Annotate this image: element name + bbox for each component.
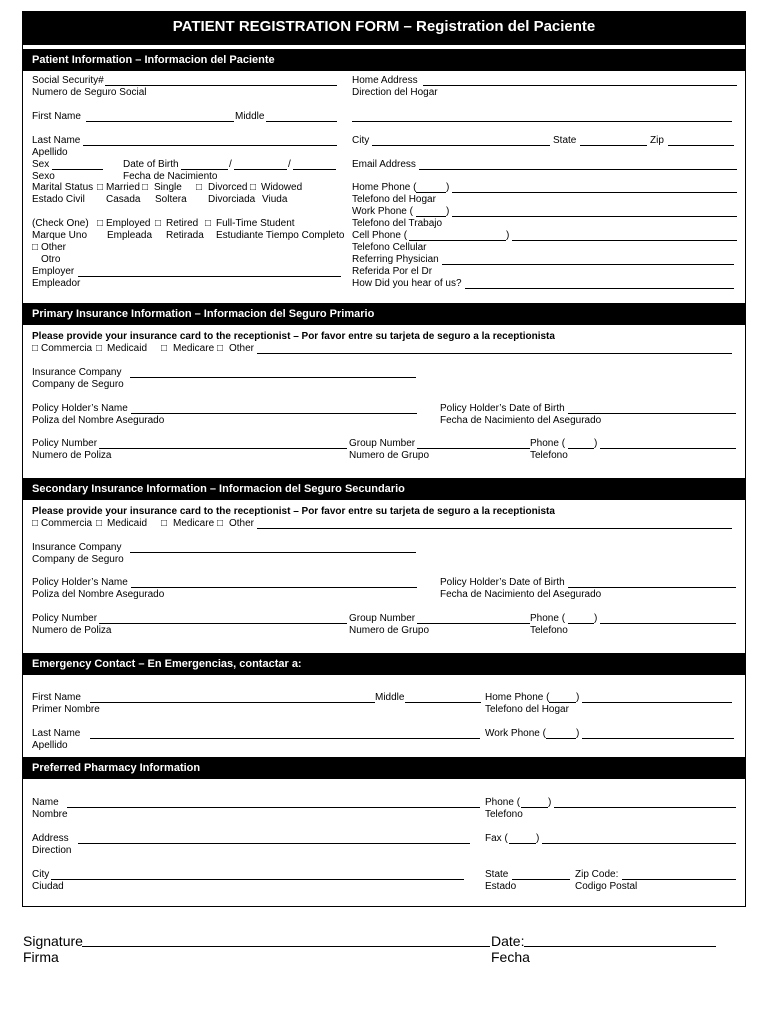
- secondary-medicaid-checkbox[interactable]: □: [96, 518, 103, 529]
- secondary-other-checkbox[interactable]: □: [217, 518, 224, 529]
- last-name-label: Last Name: [32, 135, 81, 146]
- retired-checkbox[interactable]: □: [155, 218, 162, 229]
- referring-physician-label: Referring Physician: [352, 254, 439, 265]
- single-label-es: Soltera: [155, 194, 187, 205]
- email-field[interactable]: [419, 169, 737, 170]
- emergency-first-name-field[interactable]: [90, 702, 375, 703]
- pharmacy-zip-label-es: Codigo Postal: [575, 881, 638, 892]
- pharmacy-city-label-es: Ciudad: [32, 881, 64, 892]
- first-name-field[interactable]: [86, 121, 234, 122]
- primary-medicare-label: Medicare: [173, 343, 215, 354]
- city-label: City: [352, 135, 370, 146]
- other-label-es: Otro: [41, 254, 61, 265]
- primary-commercial-label: Commercia: [41, 343, 93, 354]
- marital-status-label-es: Estado Civil: [32, 194, 85, 205]
- secondary-group-number-field[interactable]: [417, 623, 530, 624]
- date-label-es: Fecha: [491, 949, 530, 965]
- divorced-checkbox[interactable]: □: [196, 182, 203, 193]
- retired-label: Retired: [166, 218, 199, 229]
- primary-other-label: Other: [229, 343, 255, 354]
- dob-year-field[interactable]: [293, 169, 336, 170]
- dob-label: Date of Birth: [123, 159, 179, 170]
- pharmacy-state-label-es: Estado: [485, 881, 517, 892]
- student-label: Full-Time Student: [216, 218, 295, 229]
- secondary-holder-dob-label-es: Fecha de Nacimiento del Asegurado: [440, 589, 602, 600]
- emergency-home-phone-label: Home Phone (: [485, 692, 550, 703]
- pharmacy-section-header: Preferred Pharmacy Information: [23, 757, 745, 779]
- pharmacy-zip-label: Zip Code:: [575, 869, 619, 880]
- ssn-label: Social Security#: [32, 75, 104, 86]
- primary-insurance-header: Primary Insurance Information – Informacion del Seguro Primario: [23, 303, 745, 325]
- secondary-holder-dob-field[interactable]: [568, 587, 736, 588]
- pharmacy-fax-field[interactable]: [542, 843, 736, 844]
- single-checkbox[interactable]: □: [142, 182, 149, 193]
- emergency-work-phone-label: Work Phone (: [485, 728, 546, 739]
- emergency-home-phone-area-field[interactable]: [549, 702, 576, 703]
- secondary-medicaid-label: Medicaid: [107, 518, 148, 529]
- dob-month-field[interactable]: [181, 169, 228, 170]
- primary-policy-number-label-es: Numero de Poliza: [32, 450, 112, 461]
- form-title: PATIENT REGISTRATION FORM – Registration del Paciente: [23, 12, 745, 45]
- sex-label-es: Sexo: [32, 171, 55, 182]
- zip-field[interactable]: [668, 145, 734, 146]
- secondary-insurance-header: Secondary Insurance Information – Informacion del Seguro Secundario: [23, 478, 745, 500]
- primary-medicaid-label: Medicaid: [107, 343, 148, 354]
- middle-name-field[interactable]: [266, 121, 337, 122]
- primary-phone-label-es: Telefono: [530, 450, 568, 461]
- work-phone-paren: ): [446, 206, 450, 217]
- emergency-home-phone-label-es: Telefono del Hogar: [485, 704, 569, 715]
- employer-label: Employer: [32, 266, 75, 277]
- home-address-label-es: Direction del Hogar: [352, 87, 438, 98]
- dob-slash-1: /: [229, 159, 232, 170]
- check-one-label-es: Marque Uno: [32, 230, 88, 241]
- primary-company-field[interactable]: [130, 377, 416, 378]
- last-name-label-es: Apellido: [32, 147, 68, 158]
- emergency-home-phone-field[interactable]: [582, 702, 732, 703]
- emergency-middle-label: Middle: [375, 692, 405, 703]
- cell-phone-label: Cell Phone (: [352, 230, 408, 241]
- zip-label: Zip: [650, 135, 664, 146]
- home-address-field[interactable]: [423, 85, 737, 86]
- married-checkbox[interactable]: □: [97, 182, 104, 193]
- divorced-label-es: Divorciada: [208, 194, 256, 205]
- employed-checkbox[interactable]: □: [97, 218, 104, 229]
- pharmacy-address-field[interactable]: [78, 843, 470, 844]
- dob-slash-2: /: [288, 159, 291, 170]
- pharmacy-state-label: State: [485, 869, 509, 880]
- secondary-holder-name-field[interactable]: [131, 587, 417, 588]
- secondary-company-label-es: Company de Seguro: [32, 554, 124, 565]
- home-phone-paren: ): [446, 182, 450, 193]
- address-line-2-field[interactable]: [352, 121, 732, 122]
- emergency-work-phone-field[interactable]: [582, 738, 734, 739]
- email-label: Email Address: [352, 159, 416, 170]
- middle-label: Middle: [235, 111, 265, 122]
- primary-policy-number-label: Policy Number: [32, 438, 98, 449]
- primary-commercial-checkbox[interactable]: □: [32, 343, 39, 354]
- pharmacy-name-label-es: Nombre: [32, 809, 68, 820]
- city-field[interactable]: [372, 145, 550, 146]
- employer-label-es: Empleador: [32, 278, 81, 289]
- secondary-medicare-checkbox[interactable]: □: [161, 518, 168, 529]
- retired-label-es: Retirada: [166, 230, 204, 241]
- primary-group-number-label: Group Number: [349, 438, 416, 449]
- first-name-label: First Name: [32, 111, 81, 122]
- referring-physician-label-es: Referida Por el Dr: [352, 266, 433, 277]
- signature-label: Signature: [23, 933, 83, 949]
- primary-medicare-checkbox[interactable]: □: [161, 343, 168, 354]
- emergency-last-name-label-es: Apellido: [32, 740, 68, 751]
- state-label: State: [553, 135, 577, 146]
- emergency-first-name-label-es: Primer Nombre: [32, 704, 100, 715]
- primary-phone-paren: ): [594, 438, 598, 449]
- secondary-company-field[interactable]: [130, 552, 416, 553]
- primary-holder-name-label: Policy Holder’s Name: [32, 403, 128, 414]
- pharmacy-phone-field[interactable]: [554, 807, 736, 808]
- primary-other-field[interactable]: [257, 353, 732, 354]
- emergency-last-name-field[interactable]: [90, 738, 480, 739]
- primary-phone-area-field[interactable]: [568, 448, 594, 449]
- primary-phone-field[interactable]: [600, 448, 736, 449]
- pharmacy-city-field[interactable]: [51, 879, 464, 880]
- secondary-holder-name-label-es: Poliza del Nombre Asegurado: [32, 589, 165, 600]
- home-address-label: Home Address: [352, 75, 418, 86]
- primary-policy-number-field[interactable]: [99, 448, 347, 449]
- date-field[interactable]: [524, 946, 716, 947]
- ssn-field[interactable]: [105, 85, 337, 86]
- secondary-phone-field[interactable]: [600, 623, 736, 624]
- secondary-holder-dob-label: Policy Holder’s Date of Birth: [440, 577, 565, 588]
- dob-day-field[interactable]: [234, 169, 287, 170]
- home-phone-label: Home Phone (: [352, 182, 417, 193]
- pharmacy-state-field[interactable]: [512, 879, 570, 880]
- secondary-policy-number-label-es: Numero de Poliza: [32, 625, 112, 636]
- heard-of-us-field[interactable]: [465, 288, 734, 289]
- single-label: Single: [154, 182, 182, 193]
- pharmacy-name-label: Name: [32, 797, 59, 808]
- employed-label-es: Empleada: [107, 230, 153, 241]
- pharmacy-phone-label: Phone (: [485, 797, 521, 808]
- secondary-policy-number-label: Policy Number: [32, 613, 98, 624]
- work-phone-label-es: Telefono del Trabajo: [352, 218, 443, 229]
- sex-field[interactable]: [52, 169, 103, 170]
- marital-status-label: Marital Status: [32, 182, 94, 193]
- student-label-es: Estudiante Tiempo Completo: [216, 230, 345, 241]
- married-label-es: Casada: [106, 194, 141, 205]
- pharmacy-phone-paren: ): [548, 797, 552, 808]
- emergency-middle-field[interactable]: [405, 702, 481, 703]
- emergency-first-name-label: First Name: [32, 692, 81, 703]
- emergency-last-name-label: Last Name: [32, 728, 81, 739]
- emergency-home-phone-paren: ): [576, 692, 580, 703]
- secondary-medicare-label: Medicare: [173, 518, 215, 529]
- primary-phone-label: Phone (: [530, 438, 566, 449]
- work-phone-label: Work Phone (: [352, 206, 413, 217]
- sex-label: Sex: [32, 159, 50, 170]
- divorced-label: Divorced: [208, 182, 248, 193]
- cell-phone-paren: ): [506, 230, 510, 241]
- other-label: Other: [41, 242, 67, 253]
- employer-field[interactable]: [78, 276, 341, 277]
- secondary-commercial-checkbox[interactable]: □: [32, 518, 39, 529]
- signature-field[interactable]: [82, 946, 490, 947]
- primary-other-checkbox[interactable]: □: [217, 343, 224, 354]
- secondary-phone-label-es: Telefono: [530, 625, 568, 636]
- date-label: Date:: [491, 933, 525, 949]
- pharmacy-city-label: City: [32, 869, 50, 880]
- widowed-label: Widowed: [261, 182, 303, 193]
- referring-physician-field[interactable]: [442, 264, 734, 265]
- pharmacy-fax-paren: ): [536, 833, 540, 844]
- secondary-other-field[interactable]: [257, 528, 732, 529]
- secondary-company-label: Insurance Company: [32, 542, 122, 553]
- secondary-provide-note: Please provide your insurance card to the receptionist – Por favor entre su tarjeta de seguro a la receptionista: [32, 506, 555, 517]
- home-phone-field[interactable]: [452, 192, 737, 193]
- cell-phone-field[interactable]: [512, 240, 737, 241]
- primary-medicaid-checkbox[interactable]: □: [96, 343, 103, 354]
- secondary-group-number-label-es: Numero de Grupo: [349, 625, 430, 636]
- ssn-label-es: Numero de Seguro Social: [32, 87, 147, 98]
- pharmacy-phone-label-es: Telefono: [485, 809, 523, 820]
- secondary-phone-label: Phone (: [530, 613, 566, 624]
- widowed-checkbox[interactable]: □: [250, 182, 257, 193]
- work-phone-field[interactable]: [452, 216, 737, 217]
- secondary-other-label: Other: [229, 518, 255, 529]
- signature-label-es: Firma: [23, 949, 59, 965]
- primary-holder-dob-label-es: Fecha de Nacimiento del Asegurado: [440, 415, 602, 426]
- dob-label-es: Fecha de Nacimiento: [123, 171, 218, 182]
- pharmacy-address-label-es: Direction: [32, 845, 72, 856]
- secondary-holder-name-label: Policy Holder’s Name: [32, 577, 128, 588]
- cell-phone-area-field[interactable]: [409, 240, 506, 241]
- pharmacy-name-field[interactable]: [67, 807, 480, 808]
- primary-holder-name-label-es: Poliza del Nombre Asegurado: [32, 415, 165, 426]
- pharmacy-address-label: Address: [32, 833, 69, 844]
- emergency-work-phone-area-field[interactable]: [546, 738, 576, 739]
- last-name-field[interactable]: [83, 145, 337, 146]
- primary-provide-note: Please provide your insurance card to the receptionist – Por favor entre su tarjeta de seguro a la receptionista: [32, 331, 555, 342]
- home-phone-label-es: Telefono del Hogar: [352, 194, 436, 205]
- primary-group-number-label-es: Numero de Grupo: [349, 450, 430, 461]
- patient-section-header: Patient Information – Informacion del Paciente: [23, 49, 745, 71]
- emergency-section-header: Emergency Contact – En Emergencias, contactar a:: [23, 653, 745, 675]
- employed-label: Employed: [106, 218, 151, 229]
- primary-company-label: Insurance Company: [32, 367, 122, 378]
- check-one-label: (Check One): [32, 218, 89, 229]
- pharmacy-phone-area-field[interactable]: [521, 807, 548, 808]
- primary-holder-dob-field[interactable]: [568, 413, 736, 414]
- primary-holder-name-field[interactable]: [131, 413, 417, 414]
- widowed-label-es: Viuda: [262, 194, 288, 205]
- primary-group-number-field[interactable]: [417, 448, 530, 449]
- work-phone-area-field[interactable]: [416, 216, 446, 217]
- secondary-phone-paren: ): [594, 613, 598, 624]
- secondary-phone-area-field[interactable]: [568, 623, 594, 624]
- other-checkbox[interactable]: □: [32, 242, 39, 253]
- primary-company-label-es: Company de Seguro: [32, 379, 124, 390]
- secondary-policy-number-field[interactable]: [99, 623, 347, 624]
- secondary-commercial-label: Commercia: [41, 518, 93, 529]
- heard-of-us-label: How Did you hear of us?: [352, 278, 462, 289]
- home-phone-area-field[interactable]: [416, 192, 446, 193]
- emergency-work-phone-paren: ): [576, 728, 580, 739]
- pharmacy-zip-field[interactable]: [622, 879, 736, 880]
- cell-phone-label-es: Telefono Cellular: [352, 242, 427, 253]
- married-label: Married: [106, 182, 140, 193]
- secondary-group-number-label: Group Number: [349, 613, 416, 624]
- pharmacy-fax-area-field[interactable]: [509, 843, 536, 844]
- student-checkbox[interactable]: □: [205, 218, 212, 229]
- pharmacy-fax-label: Fax (: [485, 833, 508, 844]
- primary-holder-dob-label: Policy Holder’s Date of Birth: [440, 403, 565, 414]
- state-field[interactable]: [580, 145, 647, 146]
